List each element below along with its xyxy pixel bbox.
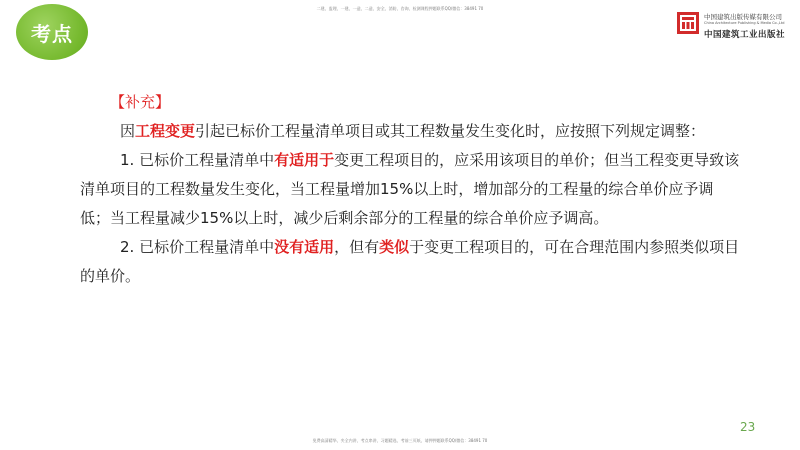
intro-highlight: 工程变更 (135, 122, 196, 140)
supplement-heading (80, 88, 740, 117)
publisher-logo-block (676, 11, 792, 39)
intro-text-before: 因 (120, 122, 136, 140)
badge-label: 考点 (31, 21, 73, 46)
paragraph-intro (80, 117, 740, 146)
bottom-contact-note: 免费高清精华、夹全内讲、考点串讲、习题精选、考前三页纸、请押押题联系QQ/微信：38491 70 (312, 438, 488, 443)
supplement-label: 【补充】 (110, 93, 171, 111)
publisher-english-name: China Architecture Publishing & Media Co.,Ltd (704, 21, 785, 25)
rule2-text-after: 于变更工程项目的，可在合理范围内参照类似项目的单价。 (80, 238, 740, 285)
page-number: 23 (740, 420, 756, 434)
rule2-highlight-2: 类似 (379, 238, 410, 256)
top-contact-note: 二建、监理、一建、一造、二造、安全、消防、咨询、检测课程押题联系QQ/微信：38491 70 (316, 6, 484, 11)
rule1-highlight: 有适用于 (274, 151, 335, 169)
paragraph-rule-1 (80, 146, 740, 233)
paragraph-rule-2 (80, 233, 740, 291)
intro-text-after: 引起已标价工程量清单项目或其工程数量发生变化时，应按照下列规定调整： (195, 122, 706, 140)
slide-content (80, 88, 740, 291)
rule2-text-mid: ，但有 (334, 238, 380, 256)
publisher-calligraphy-name: 中国建筑工业出版社 (704, 30, 786, 40)
publisher-name: 中国建筑出版传媒有限公司 (704, 13, 782, 21)
rule2-highlight-1: 没有适用 (274, 238, 335, 256)
rule2-text-before: 2. 已标价工程量清单中 (120, 238, 275, 256)
publisher-emblem-icon (676, 11, 700, 35)
rule1-text-before: 1. 已标价工程量清单中 (120, 151, 275, 169)
section-badge (16, 4, 88, 60)
rule1-text-after: 变更工程项目的，应采用该项目的单价；但当工程变更导致该清单项目的工程数量发生变化，当工程量增加15%以上时，增加部分的工程量的综合单价应予调低；当工程量减少15%以上时，减少后剩余部分的工程量的综合单价应予调高。 (80, 151, 740, 227)
